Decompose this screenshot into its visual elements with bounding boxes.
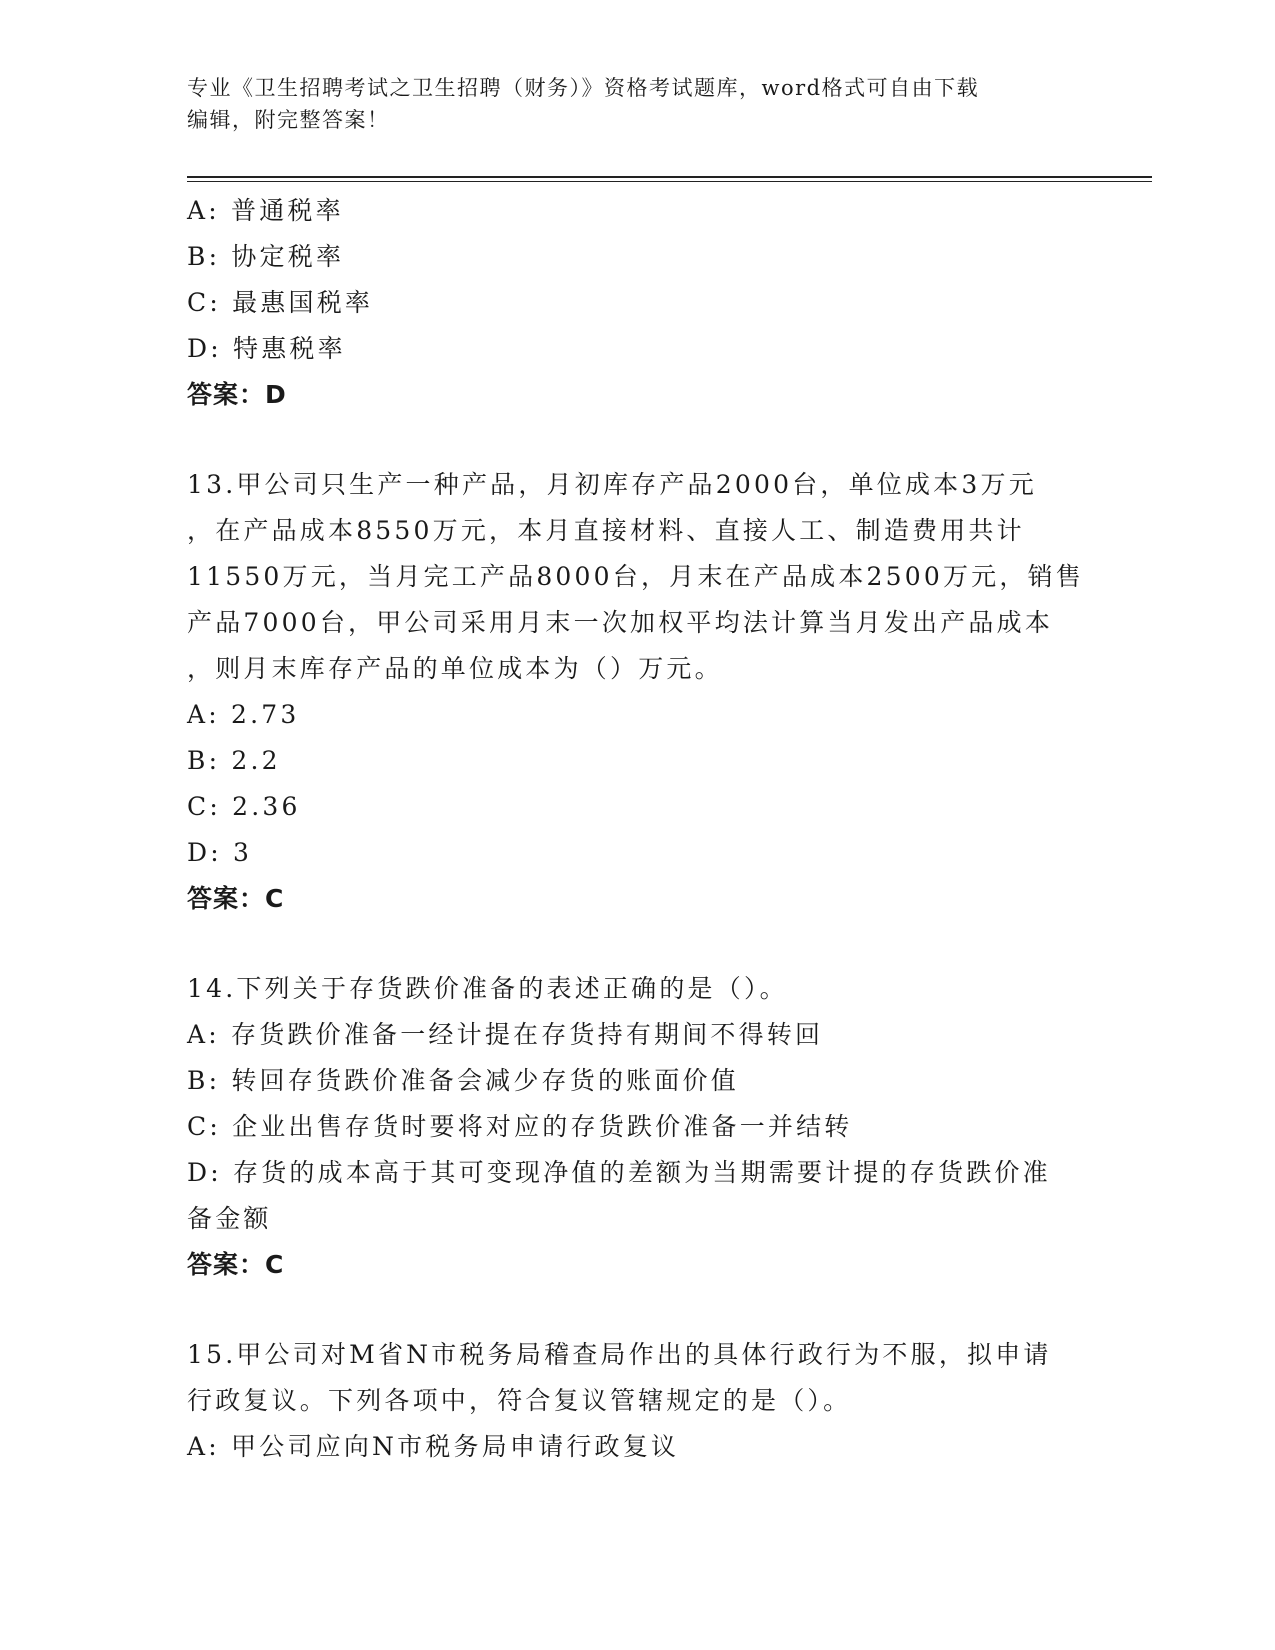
question-stem-line: 产品7000台，甲公司采用月末一次加权平均法计算当月发出产品成本 [187, 608, 1054, 637]
spacer [187, 922, 1077, 966]
question-13 [187, 462, 1084, 922]
option-a: A: 存货跌价准备一经计提在存货持有期间不得转回 [187, 1020, 824, 1049]
question-12 [187, 188, 1077, 418]
document-header [187, 72, 1067, 136]
answer: 答案：C [187, 1250, 285, 1279]
question-stem-line: 14.下列关于存货跌价准备的表述正确的是（）。 [187, 974, 788, 1003]
question-15 [187, 1332, 1077, 1470]
question-stem-line: 15.甲公司对M省N市税务局稽查局作出的具体行政行为不服，拟申请 [187, 1340, 1052, 1369]
spacer [187, 418, 1077, 462]
header-divider-thick [187, 176, 1152, 178]
spacer [187, 1288, 1077, 1332]
option-b: B: 协定税率 [187, 242, 345, 271]
answer: 答案：C [187, 884, 285, 913]
header-line-2: 编辑，附完整答案！ [187, 108, 390, 132]
header-divider-thin [187, 181, 1152, 182]
question-14 [187, 966, 1077, 1288]
option-c: C: 最惠国税率 [187, 288, 374, 317]
option-c: C: 2.36 [187, 792, 301, 821]
option-d: D: 存货的成本高于其可变现净值的差额为当期需要计提的存货跌价准 [187, 1158, 1051, 1187]
option-d: D: 3 [187, 838, 253, 867]
header-line-1: 专业《卫生招聘考试之卫生招聘（财务）》资格考试题库，word格式可自由下载 [187, 76, 980, 100]
option-a: A: 2.73 [187, 700, 300, 729]
option-c: C: 企业出售存货时要将对应的存货跌价准备一并结转 [187, 1112, 853, 1141]
option-d-continued: 备金额 [187, 1204, 272, 1233]
question-stem-line: ，则月末库存产品的单位成本为（）万元。 [187, 654, 723, 683]
option-a: A: 普通税率 [187, 196, 344, 225]
question-stem-line: ，在产品成本8550万元，本月直接材料、直接人工、制造费用共计 [187, 516, 1025, 545]
answer: 答案：D [187, 380, 287, 409]
option-b: B: 2.2 [187, 746, 281, 775]
option-b: B: 转回存货跌价准备会减少存货的账面价值 [187, 1066, 739, 1095]
option-d: D: 特惠税率 [187, 334, 346, 363]
option-a: A: 甲公司应向N市税务局申请行政复议 [187, 1432, 680, 1461]
question-stem-line: 行政复议。下列各项中，符合复议管辖规定的是（）。 [187, 1386, 852, 1415]
question-stem-line: 11550万元，当月完工产品8000台，月末在产品成本2500万元，销售 [187, 562, 1084, 591]
question-stem-line: 13.甲公司只生产一种产品，月初库存产品2000台，单位成本3万元 [187, 470, 1037, 499]
question-list [187, 188, 1084, 1470]
